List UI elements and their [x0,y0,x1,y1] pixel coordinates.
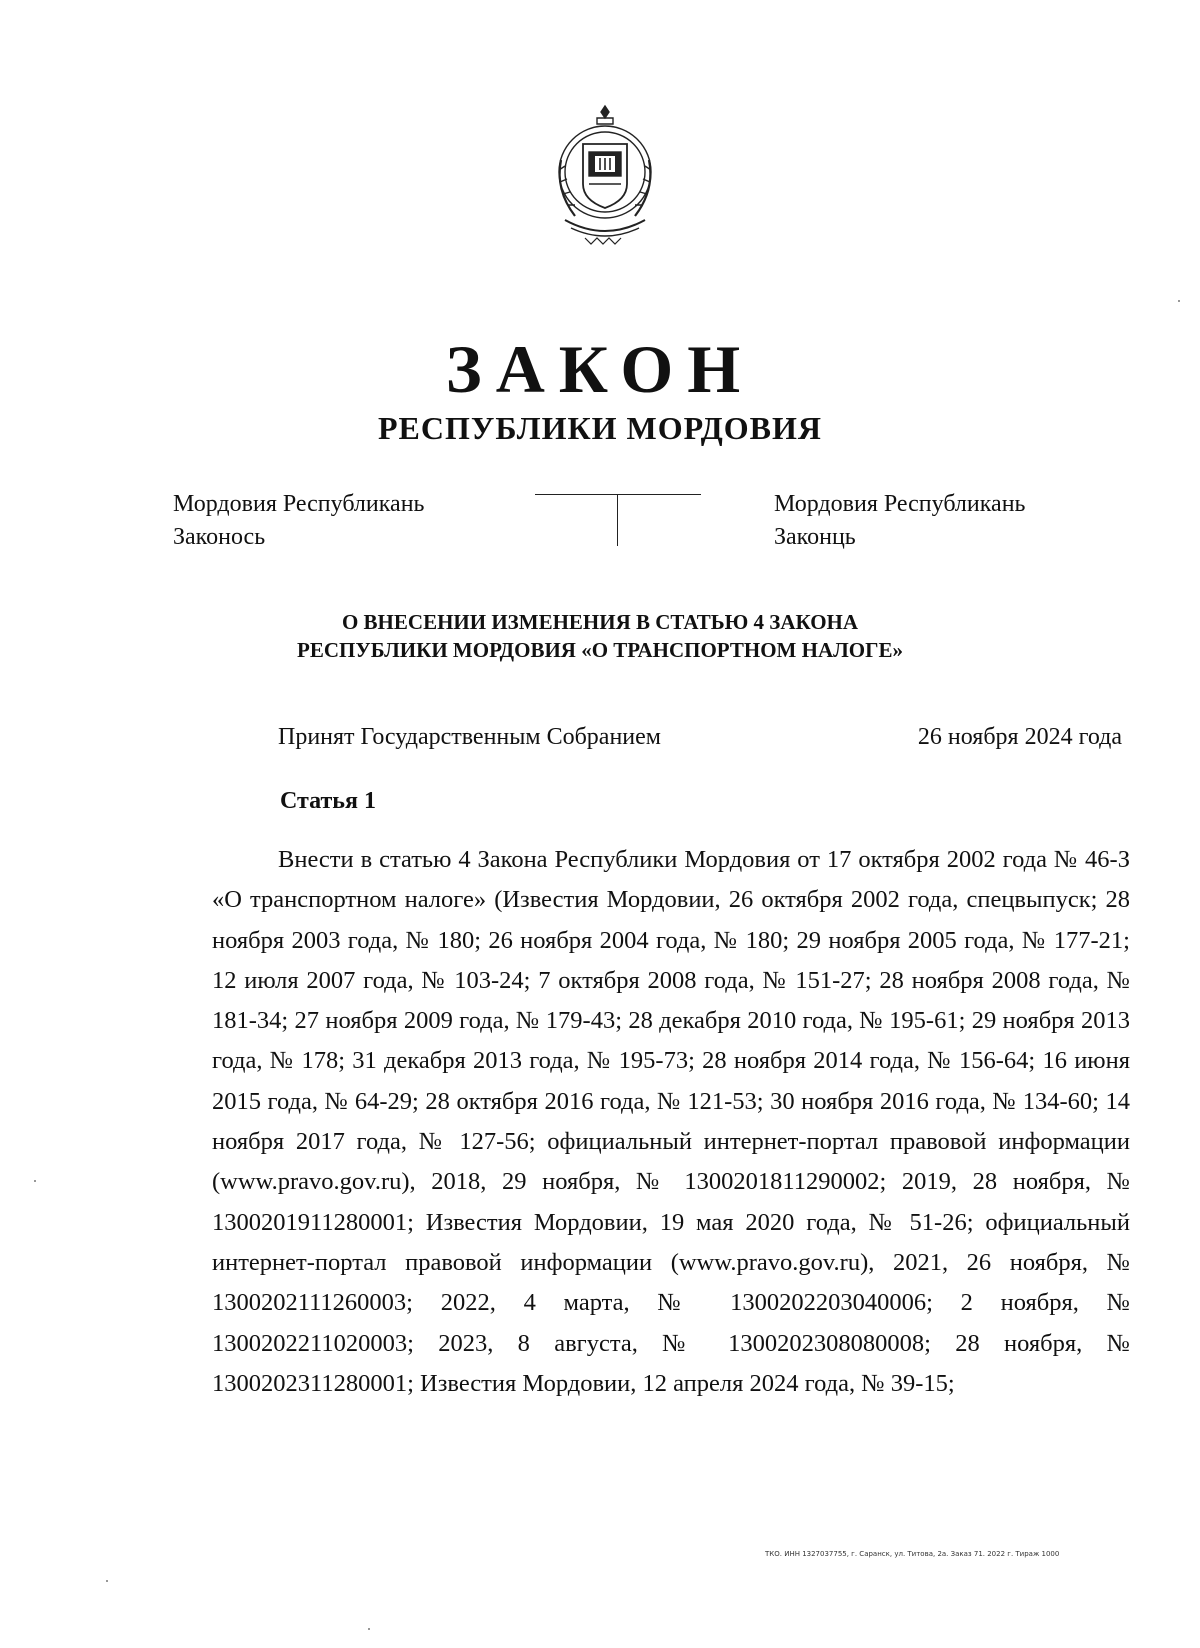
adopted-date: 26 ноября 2024 года [917,724,1122,750]
article-text: Внести в статью 4 Закона Республики Мордовия от 17 октября 2002 года № 46-З «О транспортном налоге» (Известия Мордовии, 26 октября 2002 года, спецвыпуск; 28 ноября 2003 года, № 180; 26 ноября 2004 года, № 180; 29 ноября 2005 года, № 177-21; 12 июля 2007 года, № 103-24; 7 октября 2008 года, № 151-27; 28 ноября 2008 года, № 181-34; 27 ноября 2009 года, № 179-43; 28 декабря 2010 года, № 195-61; 29 ноября 2013 года, № 178; 31 декабря 2013 года, № 195-73; 28 ноября 2014 года, № 156-64; 16 июня 2015 года, № 64-29; 28 октября 2016 года, № 121-53; 30 ноября 2016 года, № 134-60; 14 ноября 2017 года, № 127-56; официальный интернет-портал правовой информации (www.pravo.gov.ru), 2018, 29 ноября, № 1300201811290002; 2019, 28 ноября, № 1300201911280001; Известия Мордовии, 19 мая 2020 года, № 51-26; официальный интернет-портал правовой информации (www.pravo.gov.ru), 2021, 26 ноября, № 1300202111260003; 2022, 4 марта, № 1300202203040006; 2 ноября, № 1300202211020003; 2023, 8 августа, № 1300202308080008; 28 ноября, № 1300202311280001; Известия Мордовии, 12 апреля 2024 года, № 39-15; [212,846,1130,1397]
law-subtitle: РЕСПУБЛИКИ МОРДОВИЯ [377,410,823,446]
adopted-by: Принят Государственным Собранием [278,724,661,750]
print-info: ТКО. ИНН 1327037755, г. Саранск, ул. Титова, 2а. Заказ 71. 2022 г. Тираж 1000 [765,1550,1060,1558]
scan-speck [1178,300,1180,302]
article-title: Статья 1 [280,788,376,814]
scan-speck [106,1580,108,1582]
moksha-title-line2: Законось [173,524,266,550]
law-heading [0,608,1200,664]
separator-horizontal [535,494,701,495]
law-heading-line2: РЕСПУБЛИКИ МОРДОВИЯ «О ТРАНСПОРТНОМ НАЛОГЕ» [297,638,903,662]
scan-speck [368,1628,370,1630]
moksha-title [173,488,424,554]
moksha-title-line1: Мордовия Республикань [173,491,425,517]
erzya-title-line1: Мордовия Республикань [774,491,1026,517]
scan-speck [34,1180,36,1182]
erzya-title [774,488,1025,554]
law-title: ЗАКОН [445,331,755,407]
separator-vertical [617,494,618,546]
law-heading-line1: О ВНЕСЕНИИ ИЗМЕНЕНИЯ В СТАТЬЮ 4 ЗАКОНА [341,610,859,634]
erzya-title-line2: Законць [774,524,856,550]
coat-of-arms-icon [545,100,665,260]
